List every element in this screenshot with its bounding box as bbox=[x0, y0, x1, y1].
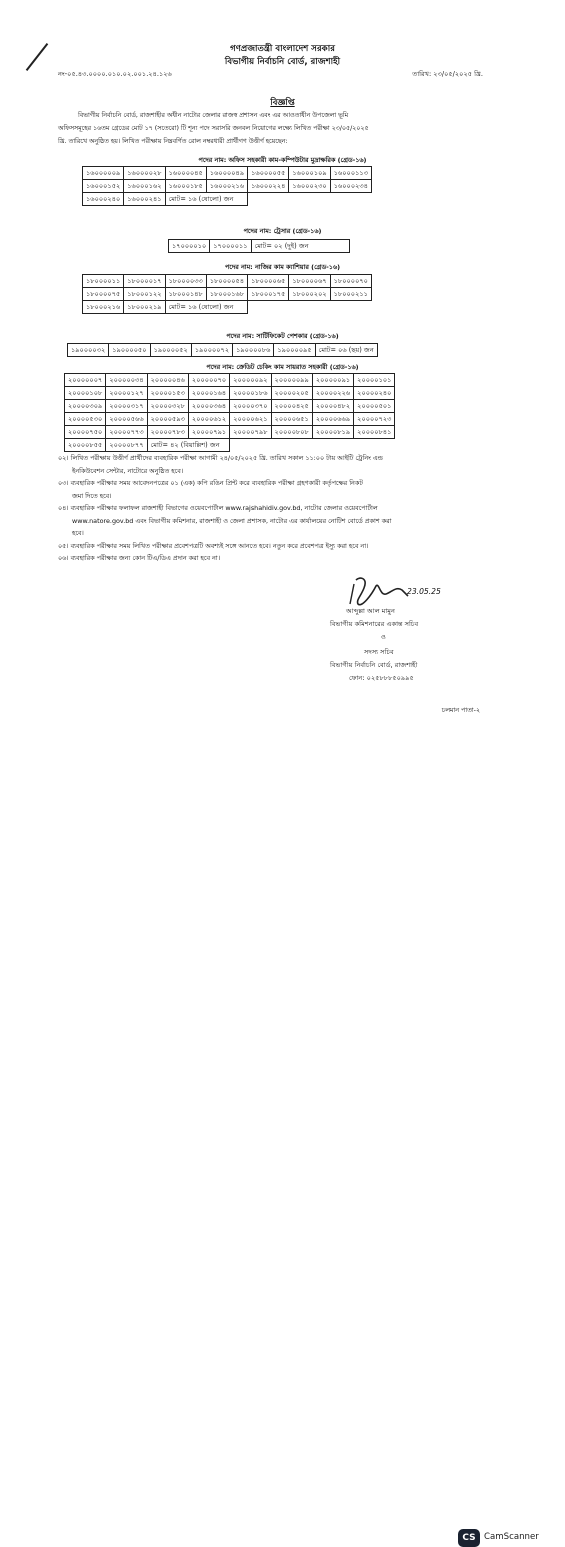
board-name: বিভাগীয় নির্বাচনি বোর্ড, রাজশাহী bbox=[330, 661, 418, 669]
total-cell: মোট= ০৬ (ছয়) জন bbox=[315, 344, 377, 357]
roll-cell: ১৬০০০০৪৯ bbox=[206, 167, 247, 180]
govt-heading: গণপ্রজাতন্ত্রী বাংলাদেশ সরকার bbox=[230, 44, 335, 54]
camscanner-logo-icon: CS bbox=[458, 1529, 480, 1547]
roll-cell: ১৬০০০০৪৫ bbox=[165, 167, 206, 180]
roll-cell: ১৮০০০২১১ bbox=[330, 288, 371, 301]
roll-cell: ১৯০০০০৩২ bbox=[68, 344, 109, 357]
roll-cell: ২০০০০২০৫ bbox=[271, 387, 312, 400]
post-heading-credit-checking: পদের নাম: ক্রেডিট চেকিং কাম সায়রাত সহকারী (গ্রেড-১৬) bbox=[206, 363, 359, 371]
table-row bbox=[65, 413, 395, 426]
roll-cell: ১৮০০০০৩৩ bbox=[165, 275, 206, 288]
table-row bbox=[83, 167, 372, 180]
roll-cell: ২০০০০০০৭ bbox=[65, 374, 106, 387]
roll-cell: ১৬০০০২৪১ bbox=[124, 193, 165, 206]
roll-cell: ১৯০০০০৯৫ bbox=[274, 344, 315, 357]
total-cell: মোট= ০২ (দুই) জন bbox=[251, 240, 349, 253]
table-row bbox=[68, 344, 378, 357]
notice-title: বিজ্ঞপ্তি bbox=[270, 97, 295, 107]
roll-cell: ২০০০০৮৭৭ bbox=[106, 439, 147, 452]
roll-cell: ২০০০০৩৬৪ bbox=[188, 400, 229, 413]
continued-page-note: চলমান পাতা-২ bbox=[441, 707, 480, 714]
note-03-line-1: ০৩। ব্যবহারিক পরীক্ষার সময় আবেদনপত্রের ০১ (এক) কপি রঙিন প্রিন্ট করে ব্যবহারিক পরীক্ষা গ্রহণকারী কর্তৃপক্ষের নিকট bbox=[58, 479, 363, 487]
table-row bbox=[83, 193, 372, 206]
roll-cell: ২০০০০১০১ bbox=[354, 374, 395, 387]
intro-line-3: খ্রি. তারিখে অনুষ্ঠিত হয়। লিখিত পরীক্ষায় নিম্নবর্ণিত রোল নম্বরধারী প্রার্থীগণ উত্তীর্ণ হয়েছেন: bbox=[58, 138, 288, 145]
roll-cell: ২০০০০৮০৮ bbox=[271, 426, 312, 439]
table-row bbox=[65, 426, 395, 439]
table-row bbox=[65, 374, 395, 387]
table-row bbox=[169, 240, 350, 253]
board-heading: বিভাগীয় নির্বাচনি বোর্ড, রাজশাহী bbox=[224, 57, 341, 67]
note-03-line-2: জমা দিতে হবে। bbox=[72, 491, 112, 500]
intro-line-1: বিভাগীয় নির্বাচনি বোর্ড, রাজশাহীর অধীন নাটোর জেলার রাজস্ব প্রশাসন এবং এর আওতাধীন উপজেলা ভূমি bbox=[78, 112, 349, 119]
roll-cell: ২০০০০৮১৯ bbox=[312, 426, 353, 439]
roll-cell: ১৮০০০১৭৫ bbox=[248, 288, 289, 301]
table-row bbox=[65, 387, 395, 400]
roll-cell: ২০০০০২৪০ bbox=[354, 387, 395, 400]
table-row bbox=[65, 400, 395, 413]
roll-cell: ১৬০০০১৮৫ bbox=[165, 180, 206, 193]
roll-cell: ২০০০০৬৫১ bbox=[271, 413, 312, 426]
roll-table-tracer bbox=[168, 239, 350, 253]
roll-cell: ১৮০০০০৭০ bbox=[330, 275, 371, 288]
signer-designation: বিভাগীয় কমিশনারের একান্ত সচিব bbox=[330, 620, 419, 628]
roll-cell: ১৬০০০০২৮ bbox=[124, 167, 165, 180]
roll-cell: ২০০০০১৮৬ bbox=[230, 387, 271, 400]
member-secretary: সদস্য সচিব bbox=[364, 648, 394, 656]
roll-cell: ১৯০০০০৮৬ bbox=[233, 344, 274, 357]
roll-cell: ১৮০০০০৭৫ bbox=[83, 288, 124, 301]
post-heading-office-assistant: পদের নাম: অফিস সহকারী কাম-কম্পিউটার মুদ্রাক্ষরিক (গ্রেড-১৬) bbox=[198, 156, 367, 164]
intro-line-2: অফিসসমূহের ১৬তম গ্রেডের মোট ১৭ (সতেরো) টি শূন্য পদে সরাসরি জনবল নিয়োগের লক্ষ্যে লিখিত পরীক্ষা ২৩/০৫/২০২৫ bbox=[58, 125, 369, 132]
roll-cell: ২০০০০৮৫৫ bbox=[65, 439, 106, 452]
roll-cell: ২০০০০০৭০ bbox=[188, 374, 229, 387]
roll-cell: ১৮০০০১৬৮ bbox=[206, 288, 247, 301]
roll-cell: ২০০০০৩২৮ bbox=[147, 400, 188, 413]
roll-cell: ২০০০০৬১২ bbox=[188, 413, 229, 426]
roll-table-certificate-peshkar bbox=[67, 343, 378, 357]
roll-cell: ১৮০০০০৫৪ bbox=[206, 275, 247, 288]
roll-cell: ১৮০০০২১৯ bbox=[124, 301, 165, 314]
scanner-footer bbox=[0, 760, 565, 1543]
total-cell: মোট= ১৬ (ষোলো) জন bbox=[165, 301, 248, 314]
roll-cell: ১৭০০০০১০ bbox=[169, 240, 210, 253]
roll-table-nazir bbox=[82, 274, 372, 314]
roll-cell: ২০০০০৪২৫ bbox=[271, 400, 312, 413]
notes-section bbox=[58, 452, 508, 565]
note-05: ০৫। ব্যবহারিক পরীক্ষার সময় লিখিত পরীক্ষার প্রবেশপত্রটি অবশ্যই সঙ্গে আনতে হবে। নতুন করে প্রবেশপত্র ইস্যু করা হবে না। bbox=[58, 541, 369, 550]
roll-table-credit-checking bbox=[64, 373, 395, 452]
roll-cell: ২০০০০১০৮ bbox=[65, 387, 106, 400]
roll-cell: ২০০০০৮৪১ bbox=[354, 426, 395, 439]
signature-date: 23.05.25 bbox=[407, 587, 441, 596]
roll-table-office-assistant bbox=[82, 166, 372, 206]
note-04-line-2: www.natore.gov.bd এবং বিভাগীয় কমিশনার, রাজশাহী ও জেলা প্রশাসক, নাটোর এর কার্যালয়ের নোটিশ বোর্ডে প্রকাশ করা bbox=[72, 516, 392, 525]
roll-cell: ১৮০০০২০২ bbox=[289, 288, 330, 301]
post-heading-nazir: পদের নাম: নাজির কাম ক্যাশিয়ার (গ্রেড-১৬) bbox=[224, 263, 341, 271]
roll-cell: ১৬০০০০৫৫ bbox=[248, 167, 289, 180]
roll-cell: ২০০০০৬৬৯ bbox=[312, 413, 353, 426]
table-row bbox=[83, 301, 372, 314]
post-heading-certificate-peshkar: পদের নাম: সার্টিফিকেট পেশকার (গ্রেড-১৬) bbox=[226, 332, 339, 340]
roll-cell: ১৯০০০০৭২ bbox=[191, 344, 232, 357]
issue-date: তারিখ: ২৩/০৫/২০২৫ খ্রি. bbox=[412, 70, 483, 78]
note-02-line-2: ইনকিউবেশন সেন্টার, নাটোরে অনুষ্ঠিত হবে। bbox=[72, 466, 184, 475]
roll-cell: ২০০০০৬২১ bbox=[230, 413, 271, 426]
conjunction-text: ও bbox=[381, 633, 386, 641]
roll-cell: ২০০০০৫৩০ bbox=[65, 413, 106, 426]
phone-number: ফোন: ০২৫৮৮৮৫০৯৯৫ bbox=[349, 674, 414, 682]
roll-cell: ১৬০০০১০৯ bbox=[289, 167, 330, 180]
camscanner-label: CamScanner bbox=[484, 1532, 539, 1542]
roll-cell: ১৬০০০১৫২ bbox=[83, 180, 124, 193]
roll-cell: ২০০০০৭৭৩ bbox=[106, 426, 147, 439]
roll-cell: ২০০০০৫০১ bbox=[354, 400, 395, 413]
table-row bbox=[83, 275, 372, 288]
roll-cell: ২০০০০০৯২ bbox=[230, 374, 271, 387]
roll-cell: ২০০০০৭৫০ bbox=[65, 426, 106, 439]
roll-cell: ১৬০০০২৩৪ bbox=[330, 180, 371, 193]
roll-cell: ১৬০০০২১৬ bbox=[206, 180, 247, 193]
roll-cell: ২০০০০৭৯১ bbox=[188, 426, 229, 439]
roll-cell: ২০০০০১২৭ bbox=[106, 387, 147, 400]
table-row bbox=[83, 180, 372, 193]
roll-cell: ২০০০০০৩৪ bbox=[106, 374, 147, 387]
table-row bbox=[65, 439, 395, 452]
roll-cell: ১৭০০০০১১ bbox=[210, 240, 251, 253]
roll-cell: ১৮০০০০৬৭ bbox=[289, 275, 330, 288]
note-06: ০৬। ব্যবহারিক পরীক্ষার জন্য কোন টিএ/ডিএ প্রদান করা হবে না। bbox=[58, 554, 221, 562]
note-04-line-1: ০৪। ব্যবহারিক পরীক্ষার ফলাফল রাজশাহী বিভাগের ওয়েবপোর্টাল www.rajshahidiv.gov.bd, নাটোর জেলার ওয়েবপোর্টাল bbox=[58, 504, 378, 512]
roll-cell: ১৬০০০০০৯ bbox=[83, 167, 124, 180]
roll-cell: ২০০০০০৪৬ bbox=[147, 374, 188, 387]
roll-cell: ২০০০০৭২৩ bbox=[354, 413, 395, 426]
roll-cell: ২০০০০৭৮৩ bbox=[147, 426, 188, 439]
memo-number: নং-০৫.৪৩.০০০০.০১০.০২.০০১.২৪.১২৬ bbox=[58, 70, 172, 78]
roll-cell: ১৬০০০১৬২ bbox=[124, 180, 165, 193]
table-row bbox=[83, 288, 372, 301]
roll-cell: ২০০০০৭৯৮ bbox=[230, 426, 271, 439]
roll-cell: ১৯০০০০৫০ bbox=[109, 344, 150, 357]
roll-cell: ১৬০০০২৩০ bbox=[289, 180, 330, 193]
roll-cell: ১৮০০০১২২ bbox=[124, 288, 165, 301]
roll-cell: ১৬০০০২৪০ bbox=[83, 193, 124, 206]
roll-cell: ১৮০০০০৬৫ bbox=[248, 275, 289, 288]
roll-cell: ২০০০০৩৭০ bbox=[230, 400, 271, 413]
roll-cell: ১৮০০০০১১ bbox=[83, 275, 124, 288]
roll-cell: ২০০০০৪৮২ bbox=[312, 400, 353, 413]
roll-cell: ১৮০০০০১৭ bbox=[124, 275, 165, 288]
signer-name: আব্দুল্লা আল মামুন bbox=[346, 607, 395, 615]
roll-cell: ২০০০০১৫৩ bbox=[147, 387, 188, 400]
roll-cell: ২০০০০৫৯৩ bbox=[147, 413, 188, 426]
roll-cell: ১৬০০০২২৪ bbox=[248, 180, 289, 193]
roll-cell: ২০০০০৩০৯ bbox=[65, 400, 106, 413]
roll-cell: ২০০০০৩১৭ bbox=[106, 400, 147, 413]
roll-cell: ২০০০০৫৬৬ bbox=[106, 413, 147, 426]
note-04-line-3: হবে। bbox=[72, 529, 84, 537]
roll-cell: ২০০০০০৯১ bbox=[312, 374, 353, 387]
total-cell: মোট= ১৬ (ষোলো) জন bbox=[165, 193, 248, 206]
roll-cell: ১৬০০০১১৩ bbox=[330, 167, 371, 180]
roll-cell: ১৯০০০০৫২ bbox=[150, 344, 191, 357]
total-cell: মোট= ৪২ (বিয়াল্লিশ) জন bbox=[147, 439, 230, 452]
roll-cell: ২০০০০২২৬ bbox=[312, 387, 353, 400]
roll-cell: ২০০০০০৯৯ bbox=[271, 374, 312, 387]
note-02-line-1: ০২। লিখিত পরীক্ষায় উত্তীর্ণ প্রার্থীদের ব্যবহারিক পরীক্ষা আগামী ২৪/০৫/২০২৫ খ্রি. তারিখ সকাল ১১:০০ টায় আইটি ট্রেনিং এন্ড bbox=[58, 454, 383, 462]
post-heading-tracer: পদের নাম: ট্রেসার (গ্রেড-১৬) bbox=[243, 227, 322, 235]
roll-cell: ১৮০০০২১৬ bbox=[83, 301, 124, 314]
roll-cell: ১৮০০০১৪৮ bbox=[165, 288, 206, 301]
roll-cell: ২০০০০১৬৪ bbox=[188, 387, 229, 400]
